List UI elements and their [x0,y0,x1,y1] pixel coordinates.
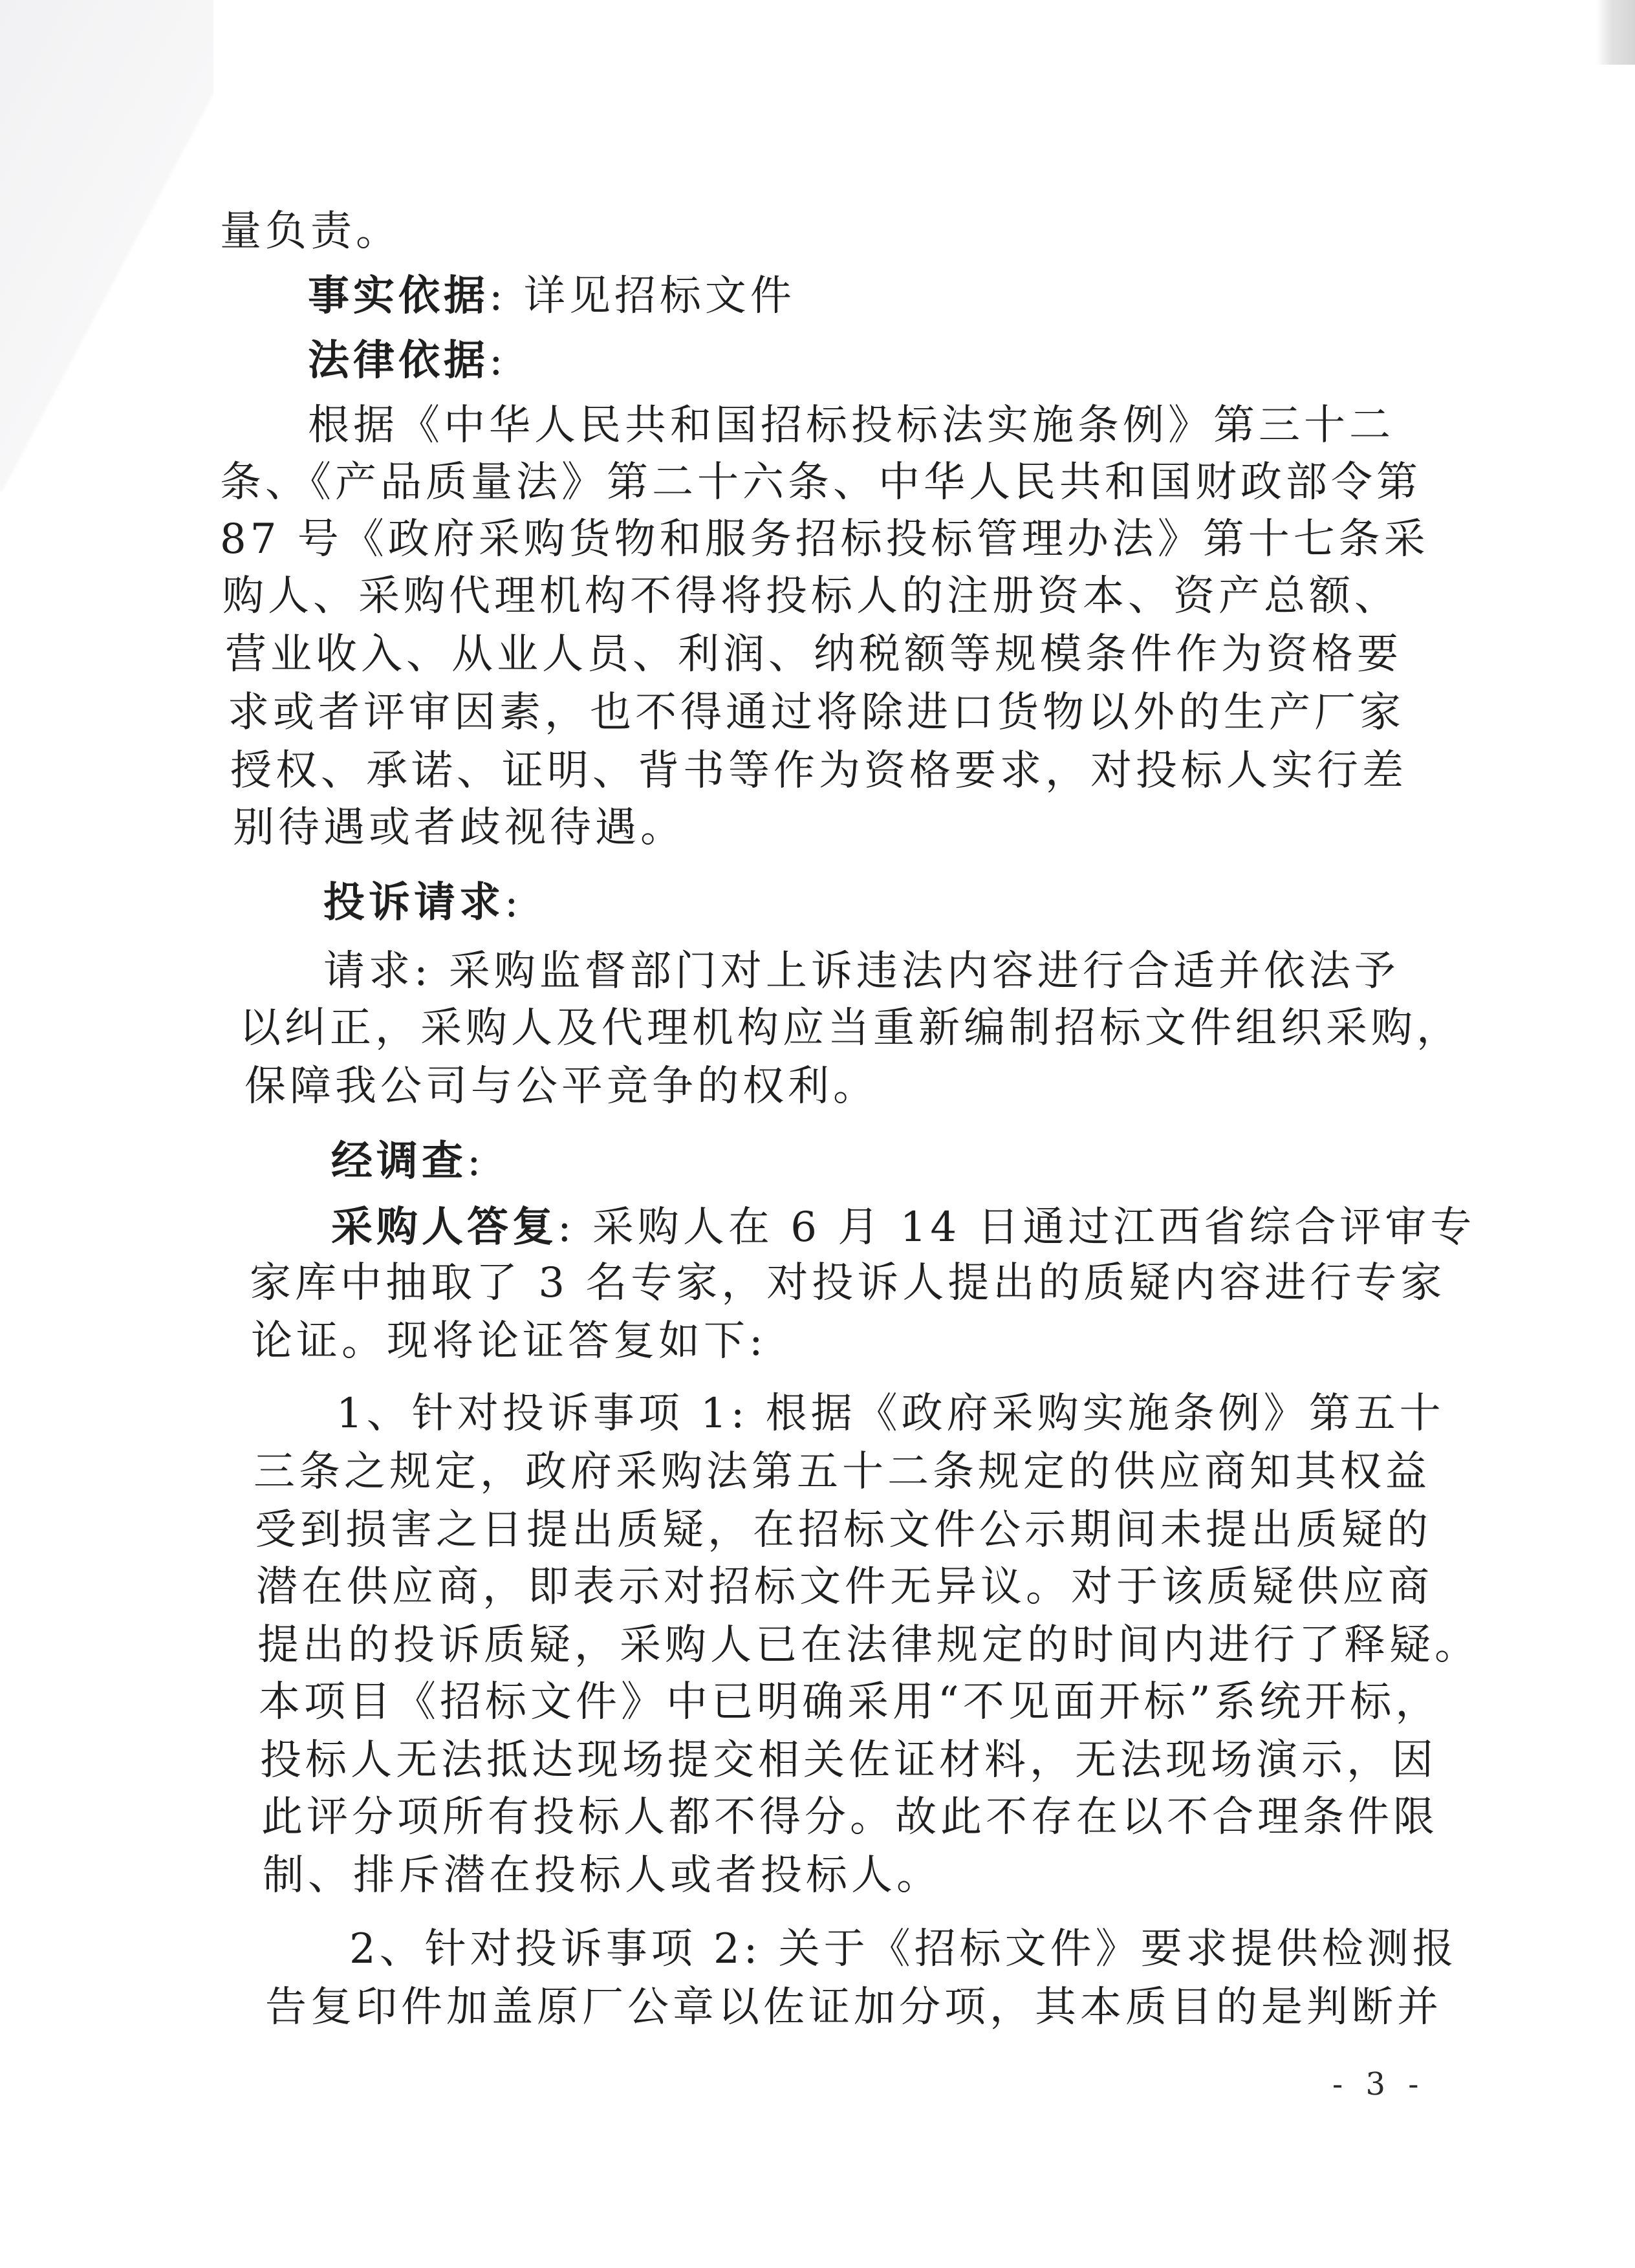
text-line: 制、排斥潜在投标人或者投标人。 [263,1852,942,1899]
text-line: 求或者评审因素，也不得通过将除进口货物以外的生产厂家 [228,689,1405,737]
text-line: 以纠正，采购人及代理机构应当重新编制招标文件组织采购， [239,1004,1462,1052]
section-label-legal-basis: 法律依据 [308,337,489,385]
section-label-factual-basis: 事实依据 [308,272,489,320]
text-line: 投标人无法抵达现场提交相关佐证材料，无法现场演示，因 [260,1736,1437,1784]
text-line: 请求: 采购监督部门对上诉违法内容进行合适并依法予 [323,947,1400,995]
text-line: 根据《中华人民共和国招标投标法实施条例》第三十二 [308,402,1394,449]
text-line: 三条之规定，政府采购法第五十二条规定的供应商知其权益 [254,1448,1431,1496]
text-fragment: : 采购人在 6 月 14 日通过江西省综合评审专 [558,1204,1476,1251]
text-line [323,877,523,929]
text-line: 告复印件加盖原厂公章以佐证加分项，其本质目的是判断并 [265,1983,1442,2031]
text-line: 营业收入、从业人员、利润、纳税额等规模条件作为资格要 [225,631,1402,678]
text-line [331,1202,1475,1253]
page-number: - 3 - [1332,2066,1425,2102]
text-line: 授权、承诺、证明、背书等作为资格要求，对投标人实行差 [230,747,1407,795]
section-label-investigation: 经调查 [331,1138,467,1185]
text-line: 87 号《政府采购货物和服务招标投标管理办法》第十七条采 [220,515,1429,563]
text-fragment: : [467,1138,485,1185]
section-label-complaint-request: 投诉请求 [323,879,504,927]
text-line: 购人、采购代理机构不得将投标人的注册资本、资产总额、 [222,572,1400,620]
text-line: 保障我公司与公平竞争的权利。 [244,1063,878,1110]
text-line [331,1136,485,1187]
text-line: 2、针对投诉事项 2: 关于《招标文件》要求提供检测报 [349,1925,1458,1973]
text-line: 条、《产品质量法》第二十六条、中华人民共和国财政部令第 [220,459,1422,506]
section-label-purchaser-reply: 采购人答复 [331,1204,558,1251]
text-line: 本项目《招标文件》中已明确采用“不见面开标”系统开标， [259,1678,1441,1726]
text-line [308,270,796,322]
text-line [308,335,507,387]
text-line: 受到损害之日提出质疑，在招标文件公示期间未提出质疑的 [255,1506,1432,1554]
text-line: 论证。现将论证答复如下: [251,1317,767,1365]
text-fragment: : 详见招标文件 [489,272,796,320]
text-line: 家库中抽取了 3 名专家，对投诉人提出的质疑内容进行专家 [250,1259,1446,1307]
text-line: 此评分项所有投标人都不得分。故此不存在以不合理条件限 [261,1793,1438,1841]
text-line: 潜在供应商，即表示对招标文件无异议。对于该质疑供应商 [256,1563,1433,1611]
text-fragment: : [489,337,507,385]
text-line: 提出的投诉质疑，采购人已在法律规定的时间内进行了释疑。 [257,1621,1480,1669]
text-line: 量负责。 [220,208,401,255]
text-fragment: : [504,879,523,927]
text-line: 别待遇或者歧视待遇。 [233,804,686,852]
text-line: 1、针对投诉事项 1: 根据《政府采购实施条例》第五十 [336,1390,1445,1438]
